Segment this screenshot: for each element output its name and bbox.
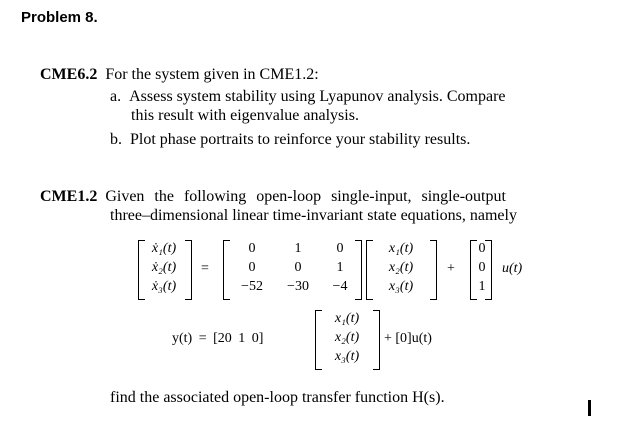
xdot2: ẋ₂(t) xyxy=(151,260,177,275)
item-text: Assess system stability using Lyapunov analysis. Compare xyxy=(129,88,506,105)
plus-sign: + xyxy=(447,261,455,276)
cme62-intro: For the system given in CME1.2: xyxy=(105,66,319,83)
a-31: −52 xyxy=(241,279,263,294)
closing-line: find the associated open-loop transfer function H(s). xyxy=(110,389,445,406)
input-u: u(t) xyxy=(502,261,523,276)
cme62-block xyxy=(40,66,319,84)
cme62-item-a-cont: this result with eigenvalue analysis. xyxy=(131,107,359,124)
output-lhs: y(t) = [20 1 0] xyxy=(172,331,264,346)
b-2: 0 xyxy=(478,260,486,275)
a-13: 0 xyxy=(336,241,344,256)
y-x2: x₂(t) xyxy=(334,330,360,345)
item-marker: b. xyxy=(110,131,122,148)
cme12-label: CME1.2 xyxy=(40,188,98,205)
y-x3: x₃(t) xyxy=(334,349,360,364)
xdot3: ẋ₃(t) xyxy=(151,279,177,294)
y-x1: x₁(t) xyxy=(334,311,360,326)
text-cursor xyxy=(588,400,591,416)
x2: x₂(t) xyxy=(388,260,414,275)
b-3: 1 xyxy=(478,279,486,294)
cme62-label: CME6.2 xyxy=(40,66,98,83)
item-text: Plot phase portraits to reinforce your stability results. xyxy=(130,131,471,148)
cme62-item-b xyxy=(110,131,470,149)
a-32: −30 xyxy=(287,279,309,294)
a-21: 0 xyxy=(248,260,256,275)
b-1: 0 xyxy=(478,241,486,256)
cme12-line2: three–dimensional linear time-invariant state equations, namely xyxy=(110,207,517,224)
xdot1: ẋ₁(t) xyxy=(151,241,177,256)
equals-sign: = xyxy=(201,261,209,276)
output-tail: + [0]u(t) xyxy=(384,331,432,346)
a-12: 1 xyxy=(294,241,302,256)
x1: x₁(t) xyxy=(388,241,414,256)
cme62-item-a xyxy=(110,88,506,106)
a-23: 1 xyxy=(336,260,344,275)
a-33: −4 xyxy=(332,279,348,294)
cme12-block xyxy=(40,188,506,206)
cme12-line1: Given the following open-loop single-input, single-output xyxy=(105,188,506,205)
a-22: 0 xyxy=(294,260,302,275)
x3: x₃(t) xyxy=(388,279,414,294)
problem-title: Problem 8. xyxy=(21,9,98,26)
item-marker: a. xyxy=(110,88,122,105)
a-11: 0 xyxy=(248,241,256,256)
